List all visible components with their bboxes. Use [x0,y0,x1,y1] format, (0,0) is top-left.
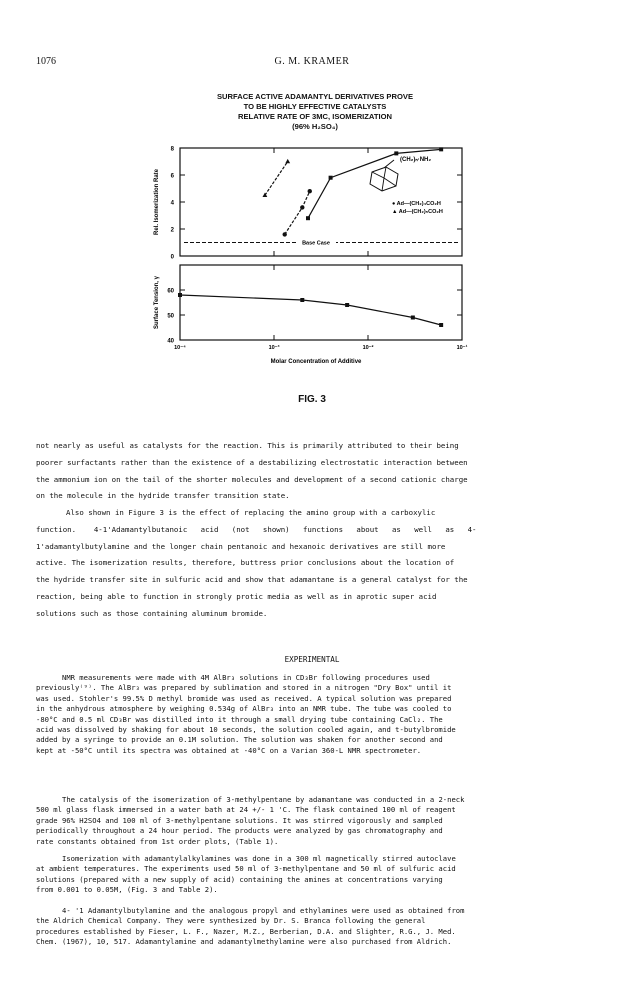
text-line: Chem. (1967), 10, 517. Adamantylamine and adamantylmethylamine were also purchased from Aldrich. [36,937,452,947]
text-line: 1'adamantylbutylamine and the longer chain pentanoic and hexanoic derivatives are still more [36,541,446,551]
text-line: function. 4-1'Adamantylbutanoic acid (not shown) functions about as well as 4- [36,524,477,534]
y-tick-label: 8 [170,146,174,153]
section-heading-experimental: EXPERIMENTAL [284,655,340,664]
text-line: on the molecule in the hydride transfer transition state. [36,491,290,501]
figure-title-line: (96% H₂SO₄) [292,122,338,131]
figure-title-line: RELATIVE RATE OF 3MC, ISOMERIZATION [238,112,392,121]
text-line: kept at -50°C until its spectra was obtained at -40°C on a Varian 360-L NMR spectrometer. [36,745,422,755]
experimental-paragraph-3 [36,854,590,896]
data-point-square [345,303,349,307]
page-number: 1076 [36,56,56,67]
y-tick-label: 4 [170,200,174,207]
text-line: the hydride transfer site in sulfuric acid and show that adamantane is a general catalyst for the [36,575,468,585]
series-line [285,191,310,234]
x-tick-label: 10⁻³ [268,345,280,351]
series-line [265,162,288,196]
text-line-content: 4- '1 Adamantylbutylamine and the analogous propyl and ethylamines were used as obtained from [62,906,465,915]
data-point-square [178,293,182,297]
figure-title-line: TO BE HIGHLY EFFECTIVE CATALYSTS [243,102,387,111]
data-point-square [439,147,443,151]
y-axis-label: Surface Tension, γ [154,276,160,329]
text-line: previously⁽⁹⁾. The AlBr₃ was prepared by sublimation and stored in a nitrogen "Dry Box" until it [36,683,452,693]
y-tick-label: 60 [167,288,174,295]
text-line: the ammonium ion on the tail of the shorter molecules and development of a second cationic charge [36,474,468,484]
data-point-square [411,316,415,320]
running-author: G. M. KRAMER [274,56,350,67]
text-line: rate constants obtained from 1st order plots, (Table 1). [36,836,279,846]
text-line: the Aldrich Chemical Company. They were synthesized by Dr. S. Branca following the general [36,916,426,926]
text-line [36,505,590,522]
x-tick-label: 10⁻¹ [456,345,468,351]
text-line: solutions such as those containing aluminum bromide. [36,608,268,618]
text-line: from 0.001 to 0.05M, (Fig. 3 and Table 2). [36,885,218,895]
text-line: in the anhydrous atmosphere by weighing 0.534g of AlBr₃ into an NMR tube. The tube was cooled to [36,704,452,714]
legend-entry: ● Ad—(CH₂)₄CO₂H [392,201,441,207]
figure-chart [0,0,624,400]
data-point-square [329,176,333,180]
legend-entry: ▲ Ad—(CH₂)₅CO₂H [392,209,443,215]
data-point-circle [283,232,287,236]
text-line: -80°C and 0.5 ml CD₃Br was distilled into it through a small drying tube containing CaCl₂. The [36,714,443,724]
experimental-paragraph-1 [36,673,590,756]
text-line: not nearly as useful as catalysts for the reaction. This is primarily attributed to their being [36,441,459,450]
y-tick-label: 6 [170,173,174,180]
experimental-paragraph-4 [36,906,590,948]
text-line: active. The isomerization results, therefore, buttress prior conclusions about the location of [36,558,455,568]
paragraph-2 [36,505,590,623]
structure-label: (CH₂)ₙ·NH₂ [400,157,432,163]
text-line [36,906,590,916]
series-line [180,295,441,325]
text-line-content: The catalysis of the isomerization of 3-methylpentane by adamantane was conducted in a 2-neck [62,795,465,804]
text-line-content: Isomerization with adamantylalkylamines was done in a 300 ml magnetically stirred autoclave [62,854,456,863]
text-line [36,673,590,683]
text-line: poorer surfactants rather than the existence of a destabilizing electrostatic interaction between [36,457,468,467]
data-point-triangle [285,159,290,163]
y-tick-label: 0 [170,254,174,261]
data-point-circle [300,205,304,209]
y-tick-label: 50 [167,313,174,320]
text-line: solutions (prepared with a new supply of acid) containing the amines at concentrations varying [36,874,443,884]
paragraph-1 [36,438,590,505]
text-line [36,795,590,805]
base-case-label: Base Case [302,240,330,247]
data-point-square [306,216,310,220]
figure-label: FIG. 3 [298,394,326,405]
x-tick-label: 10⁻² [362,345,374,351]
x-axis-label: Molar Concentration of Additive [270,359,362,365]
y-axis-label: Rel. Isomerization Rate [154,168,160,236]
text-line: procedures established by Fieser, L. F., Nazer, M.Z., Berberian, D.A. and Slighter, R.G., J. Med. [36,926,456,936]
text-line: periodically throughout a 24 hour period. The products were analyzed by gas chromatography and [36,826,443,836]
text-line: reaction, being able to function in strongly protic media as well as in aprotic super acid [36,591,437,601]
data-point-square [394,151,398,155]
x-tick-label: 10⁻⁴ [174,345,186,351]
y-tick-label: 2 [170,227,174,234]
text-line-content: Also shown in Figure 3 is the effect of replacing the amino group with a carboxylic [66,508,436,517]
text-line: was used. Stohler's 99.5% D methyl bromide was used as received. A typical solution was prepared [36,693,452,703]
experimental-paragraph-2 [36,795,590,847]
text-line: grade 96% H2SO4 and 100 ml of 3-methylpentane solutions. It was stirred vigorously and sampled [36,815,443,825]
data-point-square [300,298,304,302]
text-line: 500 ml glass flask immersed in a water bath at 24 +/- 1 'C. The flask contained 100 ml of reagent [36,805,456,815]
text-line: added by a syringe to provide an 0.1M solution. The solution was shaken for another second and [36,735,443,745]
data-point-square [439,323,443,327]
figure-title-line: SURFACE ACTIVE ADAMANTYL DERIVATIVES PROVE [216,92,414,101]
text-line [36,854,590,864]
text-line-content: NMR measurements were made with 4M AlBr₃ solutions in CD₃Br following procedures used [62,673,430,682]
text-line: acid was dissolved by shaking for about 10 seconds, the solution cooled again, and t-butylbromide [36,725,456,735]
text-line: at ambient temperatures. The experiments used 50 ml of 3-methylpentane and 50 ml of sulfuric acid [36,864,456,874]
data-point-circle [308,189,312,193]
y-tick-label: 40 [167,338,174,345]
